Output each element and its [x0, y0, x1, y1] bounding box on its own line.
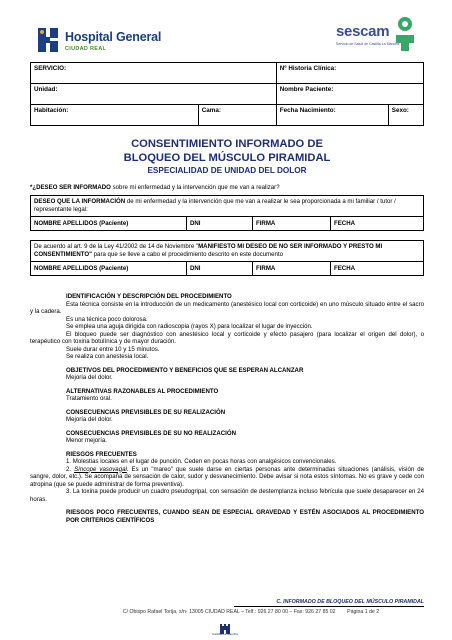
paragraph: Se emplea una aguja dirigida con radioscopia (rayos X) para localizar el lugar de inyección. — [66, 323, 313, 330]
section-heading: IDENTIFICACIÓN Y DESCRIPCIÓN DEL PROCEDIMIENTO — [66, 293, 232, 300]
col-dni[interactable]: DNI — [187, 217, 253, 230]
risk-item: 3. La toxina puede producir un cuadro pseudogripal, con sensación de destemplanza incluso febrícula que suele desaparecer en 24 horas. — [30, 488, 424, 503]
col-firma[interactable]: FIRMA — [253, 262, 331, 275]
risk-text: . Es un "mareo" que suele darse en ciertas personas ante determinadas situaciones (análisis, visión de sangre, dolor, etc.). Se acompaña de sensación de calor, sudor y desvanecimiento. Debe avisar si nota estos síntomas. No es grave y cede con atropina (que se puede administrar de forma preventiva). — [30, 465, 425, 488]
section-heading: RIESGOS POCO FRECUENTES, CUANDO SEAN DE ESPECIAL GRAVEDAD Y ESTÉN ASOCIADOS AL PROCEDIMIENTO POR CRITERIOS CIENTÍFICOS — [66, 509, 424, 524]
consent-family-body: de mi enfermedad y la intervención que me van a realizar le sea proporcionada a mi familiar / tutor / representante legal: — [34, 198, 396, 214]
paragraph: Mejoría del dolor. — [66, 416, 113, 423]
hospital-logo-icon — [36, 26, 62, 54]
col-firma[interactable]: FIRMA — [253, 217, 331, 230]
consent-family-box — [30, 195, 424, 231]
sescam-name: sescam — [336, 23, 390, 40]
hospital-general-logo — [36, 26, 162, 56]
document-title — [30, 138, 424, 165]
consent-no-info-b: para que se lleve a cabo el procedimiento descrito en este documento — [91, 251, 284, 259]
sescam-subtitle: Servicio de Salud de Castilla-La Mancha — [336, 42, 400, 46]
hospital-city: CIUDAD REAL — [65, 46, 107, 52]
title-line-2: BLOQUEO DEL MÚSCULO PIRAMIDAL — [123, 151, 331, 164]
consent-no-info-a: De acuerdo al art. 9 de la Ley 41/2002 de 14 de Noviembre " — [34, 243, 199, 250]
footer-page: Página 1 de 2 — [347, 609, 380, 615]
document-subtitle: ESPECIALIDAD DE UNIDAD DEL DOLOR — [147, 166, 307, 175]
page-header — [0, 0, 452, 60]
col-nombre[interactable]: NOMBRE APELLIDOS (Paciente) — [31, 262, 187, 275]
question-prefix: *¿DESEO SER INFORMADO — [30, 184, 111, 191]
section-heading: OBJETIVOS DEL PROCEDIMIENTO Y BENEFICIOS QUE SE ESPERAN ALCANZAR — [66, 366, 304, 374]
risk-item: 1. Molestias locales en el lugar de punción. Ceden en pocas horas con analgésicos convencionales. — [66, 458, 337, 465]
footer-logo-text: Castilla-La Mancha — [212, 632, 238, 636]
servicio-field[interactable]: SERVICIO: — [31, 63, 277, 84]
paragraph: El bloqueo puede ser diagnóstico con anestésico local y corticoide y efecto pasajero (para localizar el origen del dolor), o terapéutico con toxina botulínica y de mayor duración. — [30, 330, 424, 345]
paragraph: Tratamiento oral. — [66, 395, 112, 402]
habitacion-field[interactable]: Habitación: — [31, 105, 199, 126]
information-question — [30, 184, 280, 191]
consent-no-info-text — [31, 241, 423, 261]
col-nombre[interactable]: NOMBRE APELLIDOS (Paciente) — [31, 217, 187, 230]
paragraph: Suele durar entre 10 y 15 minutos. — [66, 345, 160, 353]
col-fecha[interactable]: FECHA — [334, 265, 355, 273]
consent-no-info-signature-row — [31, 261, 423, 275]
procedure-body — [30, 293, 424, 524]
consent-family-lead: DESEO QUE LA INFORMACIÓN — [34, 198, 126, 205]
risk-number: 2. — [66, 465, 75, 473]
footer-address-line — [78, 609, 424, 615]
hospital-name: Hospital General — [65, 30, 162, 44]
section-heading: ALTERNATIVAS RAZONABLES AL PROCEDIMIENTO — [66, 387, 219, 395]
patient-info-table — [30, 62, 424, 126]
cama-field[interactable]: Cama: — [198, 105, 276, 126]
consent-no-info-bold: MANIFIESTO MI DESEO DE NO SER INFORMADO Y PRESTO MI CONSENTIMIENTO" — [34, 243, 383, 259]
section-heading: CONSECUENCIAS PREVISIBLES DE SU REALIZACIÓN — [66, 408, 226, 416]
consent-family-signature-row — [31, 216, 423, 230]
consent-family-text — [31, 196, 423, 216]
nombre-paciente-field[interactable]: Nombre Paciente: — [276, 84, 423, 105]
historia-field[interactable]: Nº Historia Clínica: — [276, 63, 423, 84]
section-heading: RIESGOS FRECUENTES — [66, 450, 137, 458]
paragraph: Menor mejoría. — [66, 437, 107, 444]
footer-address: C/ Obispo Rafael Torija, s/n- 13005 CIUDAD REAL – Telf.: 926 27 80 00 – Fax: 926 27 85 02 — [122, 609, 336, 615]
sescam-cross-icon — [391, 15, 419, 55]
risk-term: Síncope vasovagal — [74, 465, 127, 473]
col-fecha[interactable]: FECHA — [334, 220, 355, 228]
paragraph: Esta técnica consiste en la introducción de un medicamento (anestésico local con corticoide) en uno músculo situado entre el sacro y la cadera. — [30, 300, 424, 315]
paragraph: Se realiza con anestesia local. — [66, 353, 149, 360]
title-line-1: CONSENTIMIENTO INFORMADO DE — [131, 138, 323, 150]
fecha-nacimiento-field[interactable]: Fecha Nacimiento: — [276, 105, 388, 126]
question-text: sobre mi enfermedad y la intervención que me van a realizar? — [110, 184, 280, 191]
col-dni[interactable]: DNI — [187, 262, 253, 275]
unidad-field[interactable]: Unidad: — [31, 84, 277, 105]
paragraph: Mejoría del dolor. — [66, 374, 113, 381]
section-heading: CONSECUENCIAS PREVISIBLES DE SU NO REALIZACIÓN — [66, 429, 236, 437]
paragraph: Es una técnica poco dolorosa. — [66, 315, 148, 323]
sescam-logo — [330, 14, 420, 54]
consent-no-info-box — [30, 240, 424, 276]
castilla-la-mancha-logo — [212, 621, 238, 639]
sexo-field[interactable]: Sexo: — [388, 105, 423, 126]
footer-document-title: C. INFORMADO DE BLOQUEO DEL MÚSCULO PIRAMIDAL — [234, 599, 424, 607]
risk-item — [30, 466, 424, 489]
